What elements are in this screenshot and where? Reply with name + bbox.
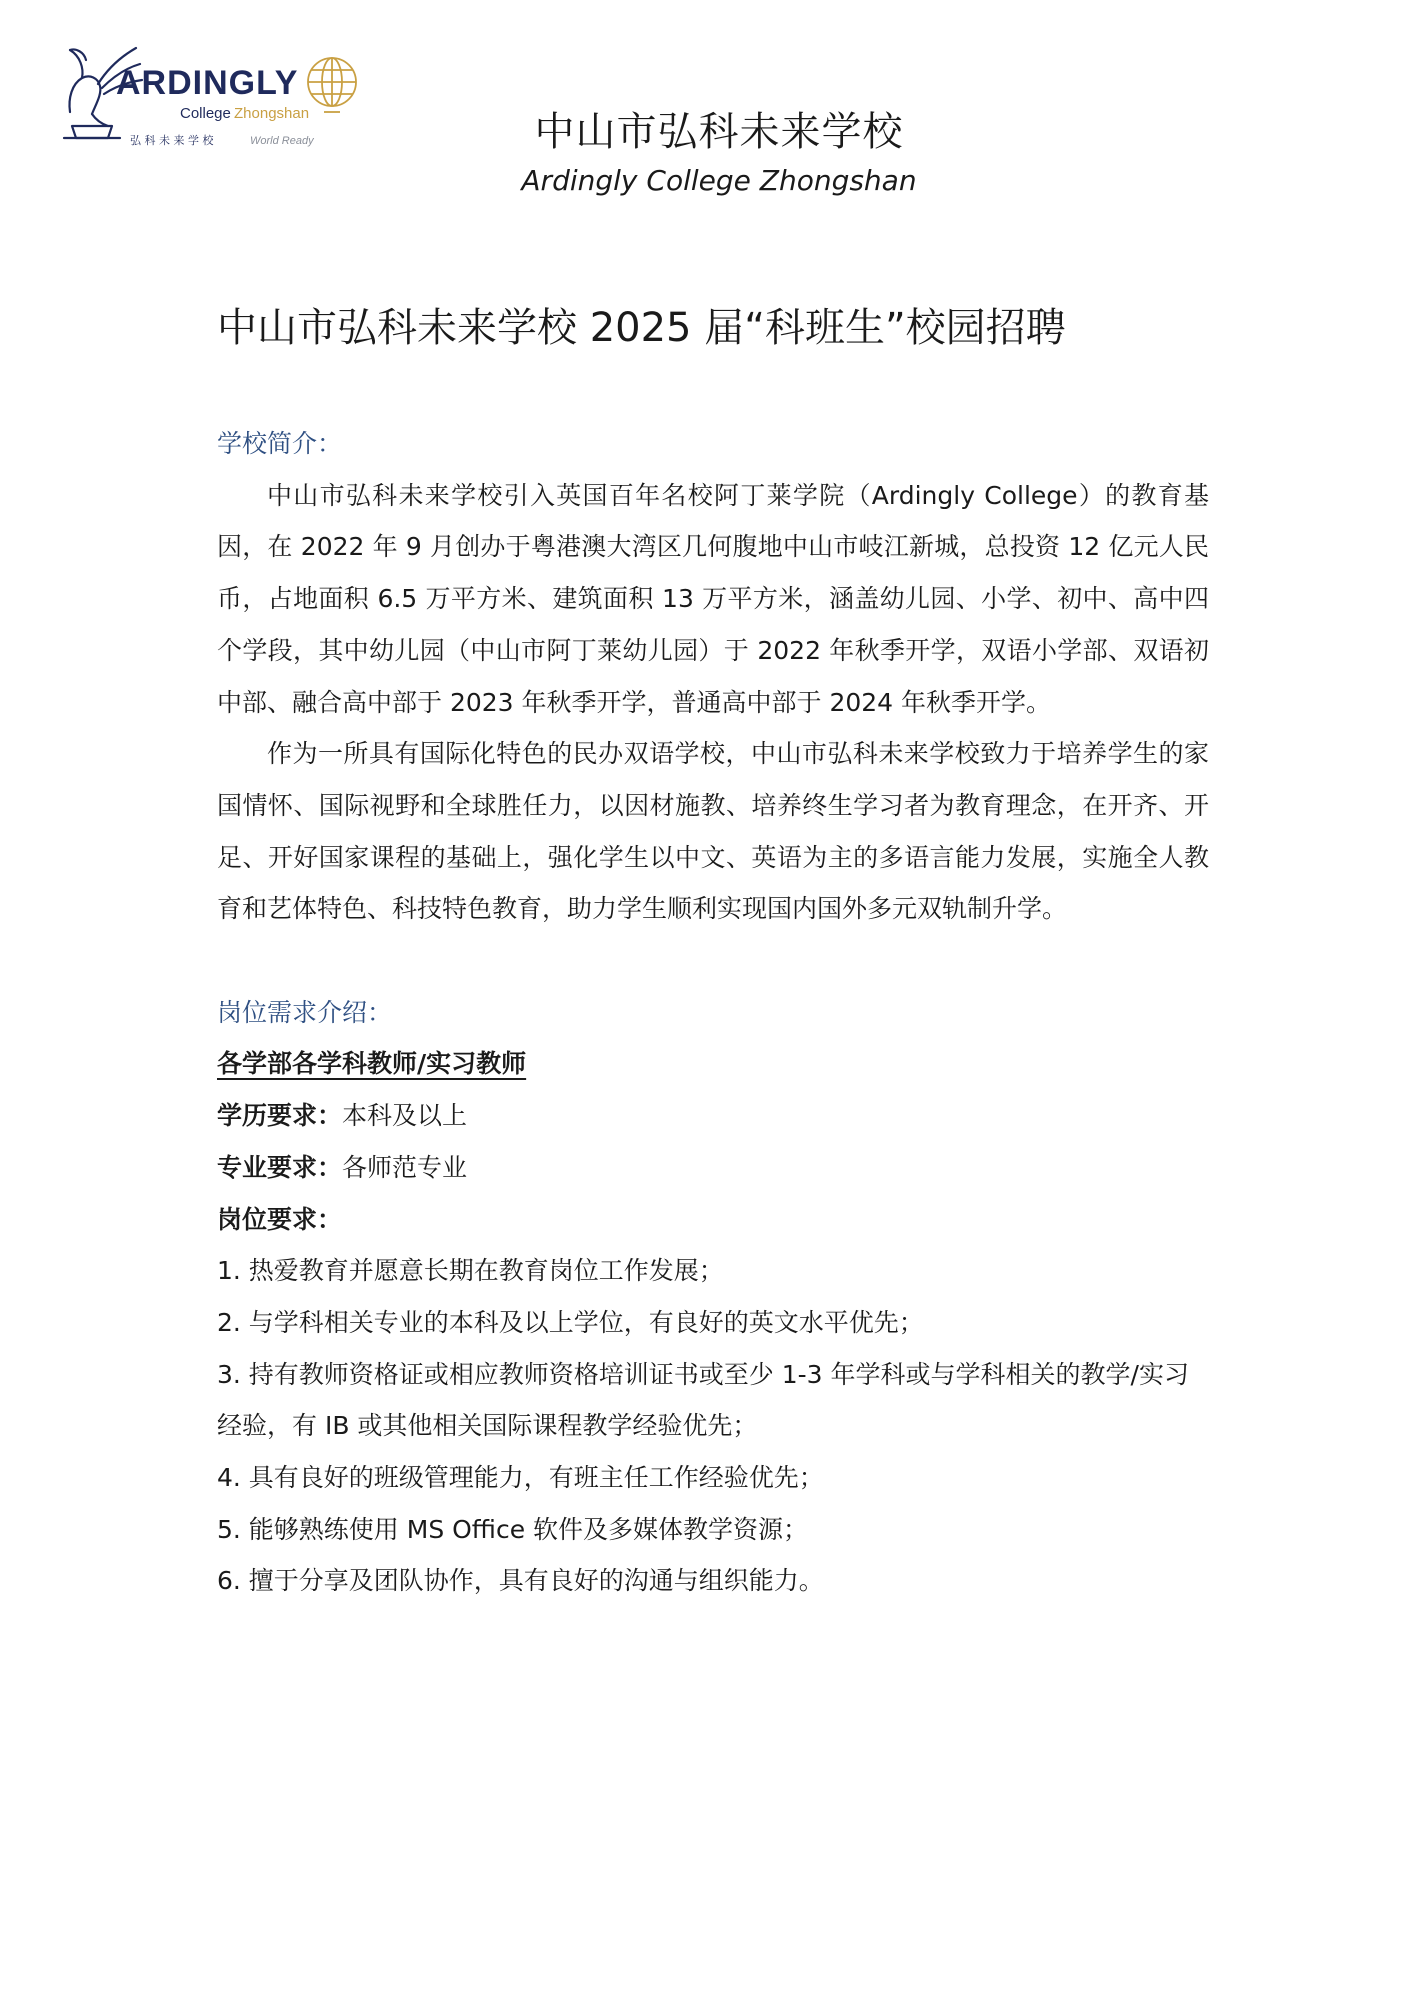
intro-paragraph-1: 中山市弘科未来学校引入英国百年名校阿丁莱学院（Ardingly College）的教育基因，在 2022 年 9 月创办于粤港澳大湾区几何腹地中山市岐江新城，总投资 12 亿元人民币，占地面积 6.5 万平方米、建筑面积 13 万平方米，涵盖幼儿园、小学、初中、高中四个学段，其中幼儿园（中山市阿丁莱幼儿园）于 2022 年秋季开学，双语小学部、双语初中部、融合高中部于 2023 年秋季开学，普通高中部于 2024 年秋季开学。 [217,480,1209,717]
list-item: 2. 与学科相关专业的本科及以上学位，有良好的英文水平优先； [217,1307,924,1337]
requirements-list [217,1245,1209,1607]
education-requirement [217,1090,1209,1142]
list-item: 3. 持有教师资格证或相应教师资格培训证书或至少 1-3 年学科或与学科相关的教学/实习经验，有 IB 或其他相关国际课程教学经验优先； [217,1359,1189,1441]
logo-sub-left: College [180,105,231,122]
major-value: 各师范专业 [342,1152,468,1182]
school-name-cn: 中山市弘科未来学校 [534,109,904,155]
education-value: 本科及以上 [342,1101,468,1131]
position-title: 各学部各学科教师/实习教师 [217,1049,527,1079]
globe-icon [308,58,356,112]
section-spacer [217,935,1209,987]
positions-heading: 岗位需求介绍： [217,997,393,1027]
logo-cn-line: 弘 科 未 来 学 校 [130,134,214,147]
intro-heading: 学校简介： [217,429,343,458]
intro-paragraph-2: 作为一所具有国际化特色的民办双语学校，中山市弘科未来学校致力于培养学生的家国情怀、国际视野和全球胜任力，以因材施教、培养终生学习者为教育理念，在开齐、开足、开好国家课程的基础上，强化学生以中文、英语为主的多语言能力发展，实施全人教育和艺体特色、科技特色教育，助力学生顺利实现国内国外多元双轨制升学。 [217,739,1209,924]
major-label: 专业要求： [217,1152,343,1182]
requirements-label: 岗位要求： [217,1204,343,1234]
list-item: 5. 能够熟练使用 MS Office 软件及多媒体教学资源； [217,1514,809,1544]
school-name-en: Ardingly College Zhongshan [521,164,917,197]
page-title: 中山市弘科未来学校 2025 届“科班生”校园招聘 [217,305,1066,351]
logo-sub-right: Zhongshan [234,105,310,122]
logo-tagline: World Ready [250,135,314,147]
document-body [217,418,1209,1607]
list-item: 1. 热爱教育并愿意长期在教育岗位工作发展； [217,1256,724,1286]
logo-wordmark: ARDINGLY [116,64,299,102]
major-requirement [217,1142,1209,1194]
education-label: 学历要求： [217,1101,343,1131]
list-item: 4. 具有良好的班级管理能力，有班主任工作经验优先； [217,1463,824,1493]
list-item: 6. 擅于分享及团队协作，具有良好的沟通与组织能力。 [217,1566,824,1596]
